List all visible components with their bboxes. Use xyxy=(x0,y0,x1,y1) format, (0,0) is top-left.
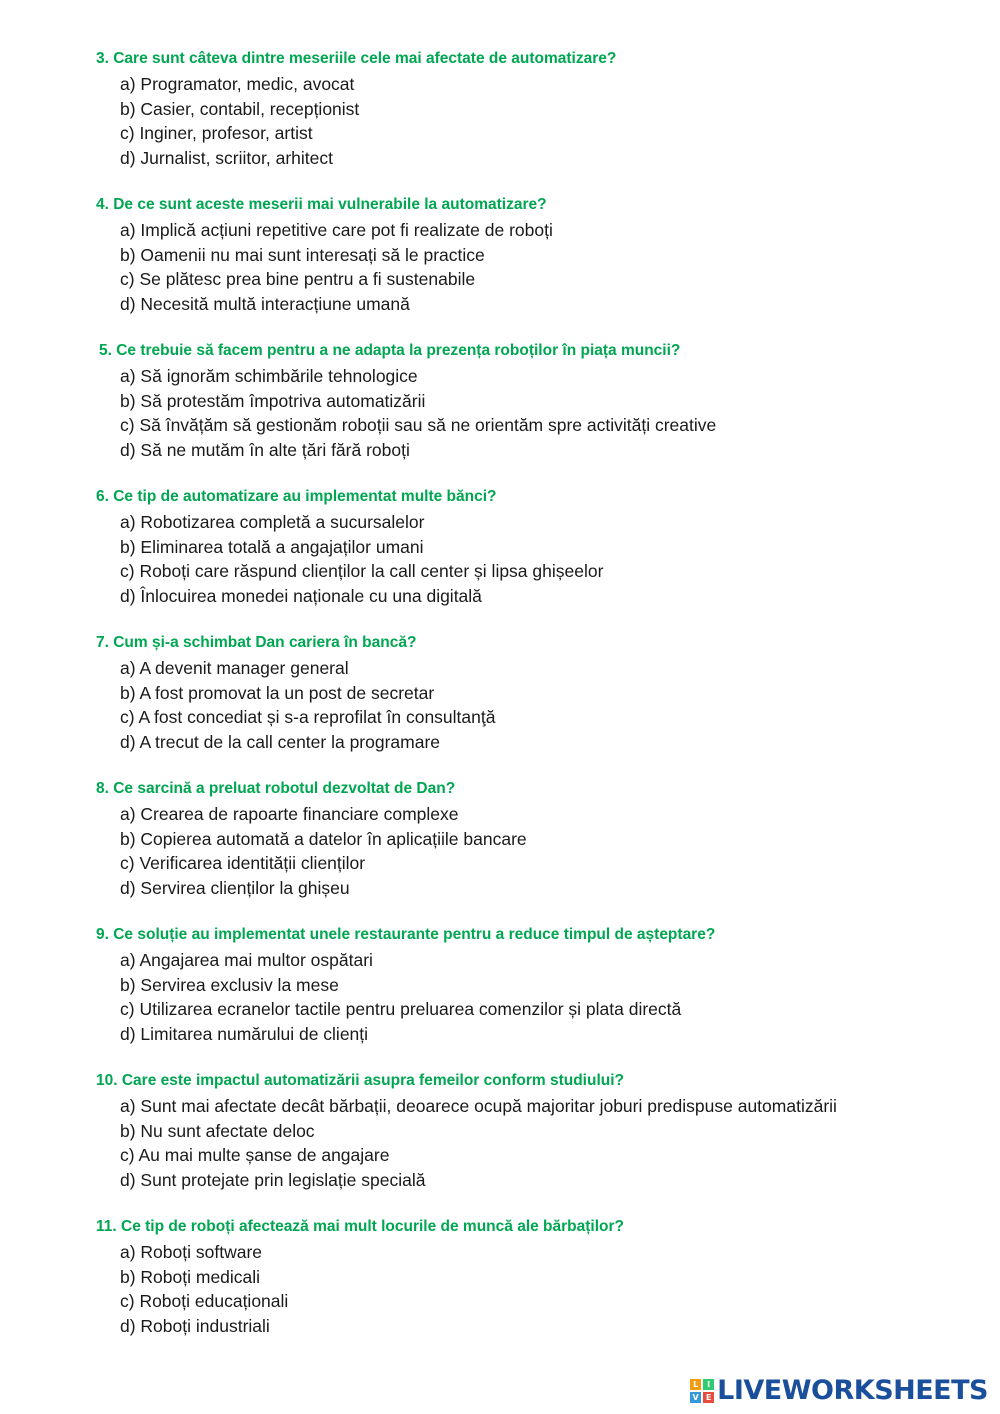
option-d[interactable]: d) A trecut de la call center la programare xyxy=(120,731,441,752)
question-8 xyxy=(0,778,1000,900)
option-a[interactable]: a) Programator, medic, avocat xyxy=(120,74,355,94)
option-list xyxy=(0,218,1000,316)
question-6 xyxy=(0,486,1000,608)
option-a[interactable]: a) Roboți software xyxy=(120,1242,263,1262)
option-a[interactable]: a) Sunt mai afectate decât bărbații, deoarece ocupă majoritar joburi predispuse automatizării xyxy=(120,1096,837,1116)
option-list xyxy=(0,1240,1000,1338)
option-b[interactable]: b) Eliminarea totală a angajaților umani xyxy=(120,536,424,557)
logo-tile: V xyxy=(690,1392,701,1403)
option-d[interactable]: d) Să ne mutăm în alte țări fără roboți xyxy=(120,439,410,460)
logo-mark-icon xyxy=(690,1379,714,1403)
logo-tile: I xyxy=(703,1379,714,1390)
question-title: 5. Ce trebuie să facem pentru a ne adapta la prezența roboților în piața muncii? xyxy=(99,342,681,359)
option-a[interactable]: a) Implică acțiuni repetitive care pot fi realizate de roboți xyxy=(120,220,553,240)
question-11 xyxy=(0,1216,1000,1338)
option-a[interactable]: a) Robotizarea completă a sucursalelor xyxy=(120,512,425,532)
option-d[interactable]: d) Limitarea numărului de clienți xyxy=(120,1023,369,1044)
question-title: 8. Ce sarcină a preluat robotul dezvoltat de Dan? xyxy=(96,780,456,797)
option-b[interactable]: b) Nu sunt afectate deloc xyxy=(120,1120,315,1141)
question-7 xyxy=(0,632,1000,754)
option-b[interactable]: b) A fost promovat la un post de secretar xyxy=(120,682,435,703)
option-c[interactable]: c) Se plătesc prea bine pentru a fi sustenabile xyxy=(120,269,476,289)
logo-tile: E xyxy=(703,1392,714,1403)
worksheet xyxy=(0,48,1000,1362)
option-a[interactable]: a) Angajarea mai multor ospătari xyxy=(120,950,373,970)
option-b[interactable]: b) Roboți medicali xyxy=(120,1266,261,1287)
option-b[interactable]: b) Să protestăm împotriva automatizării xyxy=(120,390,426,411)
option-a[interactable]: a) A devenit manager general xyxy=(120,658,349,678)
option-list xyxy=(0,656,1000,754)
option-b[interactable]: b) Oamenii nu mai sunt interesați să le practice xyxy=(120,244,485,265)
option-c[interactable]: c) A fost concediat și s-a reprofilat în consultanţă xyxy=(120,707,496,727)
option-c[interactable]: c) Verificarea identității clienților xyxy=(120,853,366,873)
option-d[interactable]: d) Necesită multă interacțiune umană xyxy=(120,293,410,314)
option-list xyxy=(0,364,1000,462)
question-title: 9. Ce soluție au implementat unele restaurante pentru a reduce timpul de așteptare? xyxy=(96,926,716,943)
option-b[interactable]: b) Copierea automată a datelor în aplicațiile bancare xyxy=(120,828,527,849)
question-title: 7. Cum și-a schimbat Dan cariera în bancă? xyxy=(96,634,417,651)
question-9 xyxy=(0,924,1000,1046)
option-b[interactable]: b) Casier, contabil, recepționist xyxy=(120,98,360,119)
question-title: 11. Ce tip de roboți afectează mai mult locurile de muncă ale bărbaților? xyxy=(96,1218,625,1235)
question-title: 4. De ce sunt aceste meserii mai vulnerabile la automatizare? xyxy=(96,196,547,213)
option-a[interactable]: a) Să ignorăm schimbările tehnologice xyxy=(120,366,418,386)
question-4 xyxy=(0,194,1000,316)
option-b[interactable]: b) Servirea exclusiv la mese xyxy=(120,974,339,995)
option-c[interactable]: c) Roboți educaționali xyxy=(120,1291,289,1311)
option-d[interactable]: d) Roboți industriali xyxy=(120,1315,270,1336)
option-c[interactable]: c) Să învățăm să gestionăm roboții sau să ne orientăm spre activități creative xyxy=(120,415,717,435)
option-d[interactable]: d) Sunt protejate prin legislație specială xyxy=(120,1169,426,1190)
option-list xyxy=(0,72,1000,170)
option-list xyxy=(0,510,1000,608)
question-title: 6. Ce tip de automatizare au implementat multe bănci? xyxy=(96,488,497,505)
liveworksheets-logo xyxy=(690,1375,988,1406)
question-10 xyxy=(0,1070,1000,1192)
option-d[interactable]: d) Servirea clienților la ghișeu xyxy=(120,877,350,898)
logo-tile: L xyxy=(690,1379,701,1390)
logo-wordmark: LIVEWORKSHEETS xyxy=(717,1375,988,1406)
question-title: 10. Care este impactul automatizării asupra femeilor conform studiului? xyxy=(96,1072,624,1089)
option-c[interactable]: c) Utilizarea ecranelor tactile pentru preluarea comenzilor și plata directă xyxy=(120,999,682,1019)
option-list xyxy=(0,1094,1000,1192)
option-c[interactable]: c) Roboți care răspund clienților la call center și lipsa ghișeelor xyxy=(120,561,604,581)
question-5 xyxy=(0,340,1000,462)
option-c[interactable]: c) Inginer, profesor, artist xyxy=(120,123,313,143)
option-c[interactable]: c) Au mai multe șanse de angajare xyxy=(120,1145,390,1165)
option-list xyxy=(0,802,1000,900)
option-a[interactable]: a) Crearea de rapoarte financiare complexe xyxy=(120,804,459,824)
question-title: 3. Care sunt câteva dintre meseriile cele mai afectate de automatizare? xyxy=(96,50,617,67)
option-d[interactable]: d) Jurnalist, scriitor, arhitect xyxy=(120,147,333,168)
option-list xyxy=(0,948,1000,1046)
option-d[interactable]: d) Înlocuirea monedei naționale cu una digitală xyxy=(120,585,482,606)
question-3 xyxy=(0,48,1000,170)
